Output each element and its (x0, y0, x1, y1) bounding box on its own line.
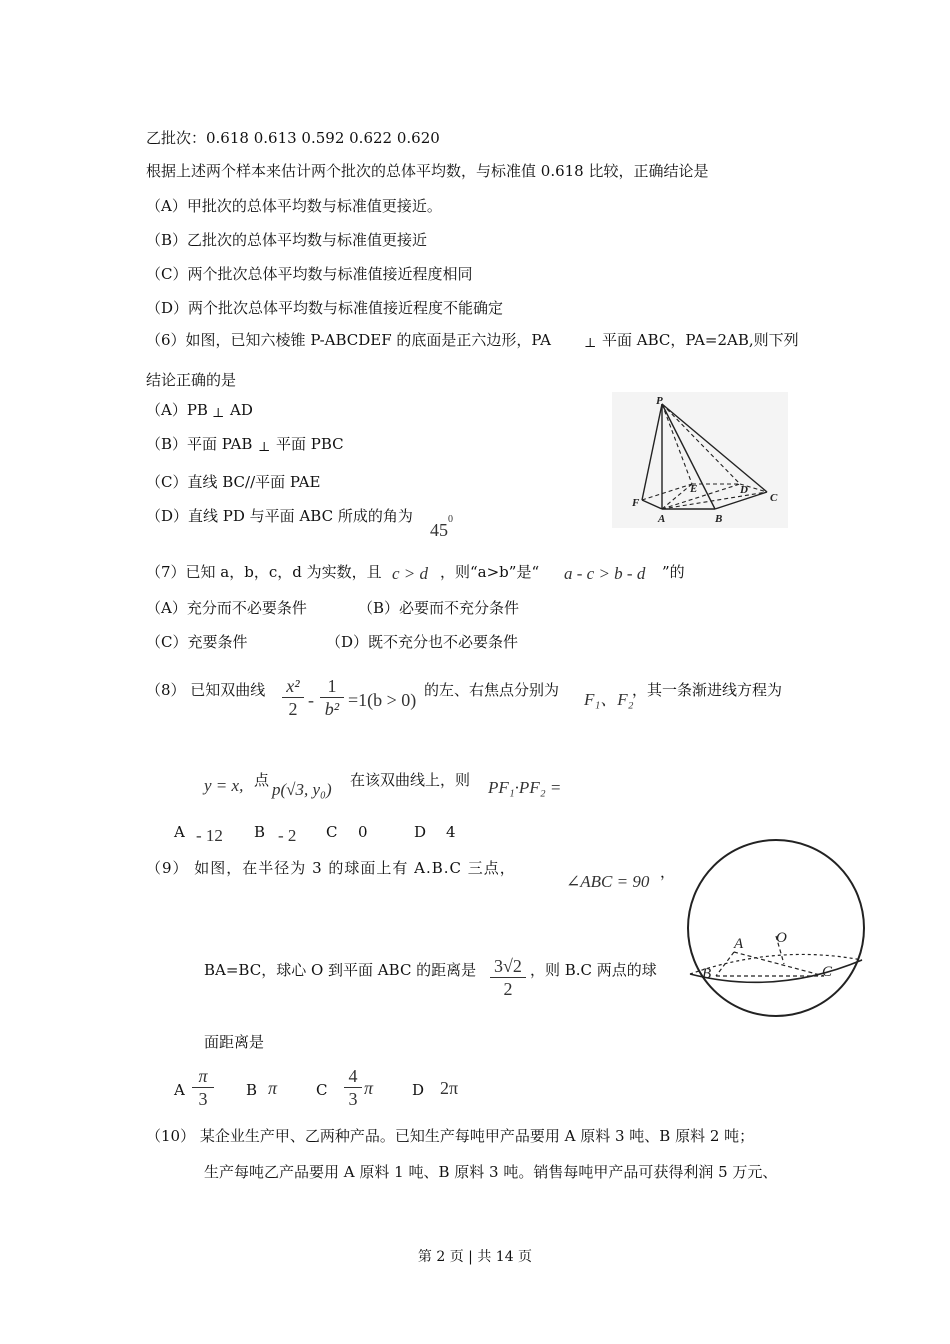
q7-option-a: （A）充分而不必要条件 (146, 599, 307, 617)
q8-asymptote: y = x, (204, 776, 244, 795)
sphere-figure (684, 836, 868, 1020)
sphere-label: A (734, 936, 744, 952)
q9-distance-fraction: 3√2 2 (490, 956, 526, 999)
q7-math-2: a - c > b - d (564, 564, 646, 583)
sphere-label: B (702, 966, 712, 982)
q6-option-b: （B）平面 PAB (146, 435, 253, 453)
q6-angle-degree: 0 (448, 514, 453, 525)
q10-stem-line2: 生产每吨乙产品要用 A 原料 1 吨、B 原料 3 吨。销售每吨甲产品可获得利润 5 万元、 (204, 1163, 778, 1181)
q8-choice-b-label: B (254, 823, 266, 841)
page-footer: 第 2 页 | 共 14 页 (417, 1249, 533, 1265)
q8-choice-a-label: A (174, 823, 185, 841)
pyramid-label: C (770, 492, 778, 504)
q8-choice-a-value: - 12 (196, 826, 223, 845)
q7-math-1: c > d (392, 564, 429, 583)
q6-option-a-rest: AD (230, 401, 253, 419)
q7-stem-part2: ，则“a>b”是“ (440, 563, 540, 581)
q6-angle-value: 45 (430, 520, 448, 540)
q6-stem-part1: （6）如图，已知六棱锥 P-ABCDEF 的底面是正六边形，PA (146, 331, 551, 349)
perp-symbol: ⊥ (584, 336, 597, 351)
q5-option-c: （C）两个批次总体平均数与标准值接近程度相同 (146, 265, 473, 283)
q9-choice-c-pi: π (364, 1078, 374, 1098)
q6-stem-part2: 平面 ABC，PA=2AB,则下列 (602, 331, 799, 349)
sphere-label: O (776, 930, 787, 946)
q7-option-b: （B）必要而不充分条件 (358, 599, 520, 617)
q8-stem-part4: 在该双曲线上，则 (350, 771, 471, 789)
pyramid-label: B (715, 513, 723, 525)
q10-stem-line1: （10） 某企业生产甲、乙两种产品。已知生产每吨甲产品要用 A 原料 3 吨、B 原料 2 吨； (146, 1127, 755, 1145)
q8-dot-product: PF₁·PF₂ = (488, 778, 562, 797)
q7-option-c: （C）充要条件 (146, 633, 248, 651)
q8-choice-d-value: 4 (446, 823, 456, 841)
q8-fraction-x2-over-2: x² 2 (282, 676, 304, 719)
pyramid-label: E (690, 483, 698, 495)
perp-symbol: ⊥ (258, 440, 271, 455)
q7-stem-part1: （7）已知 a，b，c，d 为实数，且 (146, 563, 382, 581)
q8-choice-c-label: C (326, 823, 338, 841)
q7-stem-part3: ”的 (662, 563, 685, 581)
q7-option-d: （D）既不充分也不必要条件 (326, 633, 519, 651)
q8-stem-part1: （8） 已知双曲线 (146, 681, 266, 699)
q5-option-a: （A）甲批次的总体平均数与标准值更接近。 (146, 197, 442, 215)
q9-choice-b-label: B (246, 1081, 258, 1099)
q8-minus: - (308, 690, 314, 710)
q8-equation-rest: =1(b > 0) (348, 690, 417, 710)
perp-symbol: ⊥ (212, 406, 225, 421)
q5-option-b: （B）乙批次的总体平均数与标准值更接近 (146, 231, 428, 249)
sphere-label: C (822, 964, 833, 980)
q8-stem-part3: ，其一条渐进线方程为 (632, 681, 783, 699)
q6-option-b-rest: 平面 PBC (276, 435, 344, 453)
yi-batch-line: 乙批次：0.618 0.613 0.592 0.622 0.620 (146, 129, 440, 147)
q9-choice-d-label: D (412, 1081, 425, 1099)
q6-option-c: （C）直线 BC//平面 PAE (146, 473, 321, 491)
q8-choice-b-value: - 2 (278, 826, 297, 845)
hexagonal-pyramid-figure (612, 392, 788, 528)
q9-stem-part4: 面距离是 (204, 1033, 265, 1051)
q9-choice-c-fraction: 4 3 (344, 1066, 362, 1109)
q8-choice-d-label: D (414, 823, 427, 841)
q8-foci: F₁、F₂ (584, 690, 634, 709)
q6-option-d: （D）直线 PD 与平面 ABC 所成的角为 (146, 507, 413, 525)
q9-choice-d-value: 2π (440, 1078, 459, 1098)
q9-choice-c-label: C (316, 1081, 328, 1099)
q9-stem-part1: （9） 如图，在半径为 3 的球面上有 A.B.C 三点， (146, 859, 516, 877)
pyramid-label: D (740, 484, 748, 496)
q9-stem-part3: ，则 B.C 两点的球 (530, 961, 657, 979)
q8-point: p(√3, y₀) (272, 780, 332, 799)
q9-comma: ， (660, 863, 676, 881)
q9-choice-a-value: π 3 (192, 1066, 214, 1109)
q8-stem-part2: 的左、右焦点分别为 (424, 681, 560, 699)
q8-point-word: 点 (254, 771, 270, 789)
q9-choice-a-label: A (174, 1081, 185, 1099)
pyramid-label: A (658, 513, 666, 525)
q8-fraction-1-over-b2: 1 b² (320, 676, 344, 719)
q9-choice-b-value: π (268, 1078, 278, 1098)
q5-stem: 根据上述两个样本来估计两个批次的总体平均数，与标准值 0.618 比较，正确结论是 (146, 162, 709, 180)
q6-option-a: （A）PB (146, 401, 208, 419)
pyramid-label: F (632, 497, 640, 509)
pyramid-label: P (656, 395, 663, 407)
q6-stem-part3: 结论正确的是 (146, 371, 237, 389)
q9-angle: ∠ABC = 90 (566, 872, 650, 891)
q5-option-d: （D）两个批次总体平均数与标准值接近程度不能确定 (146, 299, 504, 317)
q9-stem-part2: BA=BC，球心 O 到平面 ABC 的距离是 (204, 961, 477, 979)
q8-choice-c-value: 0 (358, 823, 368, 841)
